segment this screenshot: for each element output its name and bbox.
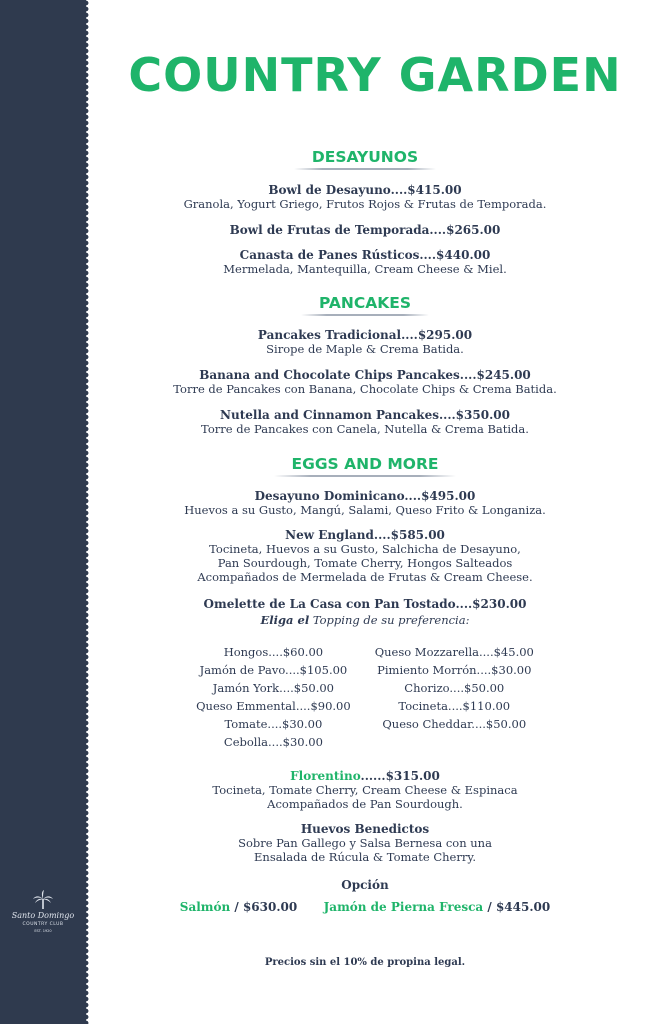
toppings-right-column	[375, 643, 534, 751]
menu-item-desc: Tocineta, Huevos a su Gusto, Salchicha de Desayuno,	[209, 542, 521, 556]
menu-item-title: Banana and Chocolate Chips Pancakes....$245.00	[199, 368, 531, 382]
menu-item-desc: Granola, Yogurt Griego, Frutos Rojos & Frutas de Temporada.	[183, 197, 547, 211]
menu-item-desc: Acompañados de Mermelada de Frutas & Cream Cheese.	[197, 570, 533, 584]
topping-item: Chorizo....$50.00	[404, 681, 505, 695]
menu-item-desc: Tocineta, Tomate Cherry, Cream Cheese & Espinaca	[212, 783, 518, 797]
menu-item-desc: Pan Sourdough, Tomate Cherry, Hongos Salteados	[217, 556, 513, 570]
topping-item: Queso Emmental....$90.00	[196, 699, 351, 713]
menu-item-title: Canasta de Panes Rústicos....$440.00	[239, 248, 491, 262]
opcion-label: Opción	[341, 878, 389, 892]
toppings-left-column	[196, 643, 351, 751]
menu-item-title: New England....$585.00	[285, 528, 445, 542]
topping-item: Queso Cheddar....$50.00	[382, 717, 527, 731]
topping-prompt	[120, 613, 610, 627]
section-heading: PANCAKES	[309, 294, 421, 314]
salmon-price: / $630.00	[230, 900, 298, 914]
menu-item-desc: Huevos a su Gusto, Mangú, Salami, Queso Frito & Longaniza.	[184, 503, 546, 517]
opcion-choices	[120, 900, 610, 914]
logo-club: COUNTRY CLUB	[22, 922, 64, 927]
sidebar-band	[0, 0, 86, 1024]
logo-script: Santo Domingo	[11, 911, 75, 920]
menu-item-desc: Torre de Pancakes con Canela, Nutella & Crema Batida.	[201, 422, 529, 436]
section-desayunos	[120, 147, 610, 276]
florentino-price: ......$315.00	[360, 769, 440, 783]
menu-content	[120, 147, 610, 968]
footer-note: Precios sin el 10% de propina legal.	[264, 957, 466, 968]
menu-item-desc: Sobre Pan Gallego y Salsa Bernesa con una	[238, 836, 492, 850]
palm-tree-icon	[32, 890, 54, 910]
topping-item: Jamón York....$50.00	[212, 681, 334, 695]
menu-item-desc: Acompañados de Pan Sourdough.	[267, 797, 463, 811]
section-heading: EGGS AND MORE	[282, 455, 449, 475]
topping-item: Jamón de Pavo....$105.00	[199, 663, 348, 677]
menu-item-title: Huevos Benedictos	[300, 822, 430, 836]
menu-item-title: Pancakes Tradicional....$295.00	[257, 328, 473, 342]
menu-item-title: Bowl de Desayuno....$415.00	[268, 183, 462, 197]
menu-item-desc: Ensalada de Rúcula & Tomate Cherry.	[254, 850, 476, 864]
menu-item-desc: Mermelada, Mantequilla, Cream Cheese & Miel.	[223, 262, 507, 276]
section-pancakes	[120, 293, 610, 436]
menu-item-title: Nutella and Cinnamon Pancakes....$350.00	[220, 408, 510, 422]
menu-item-title: Desayuno Dominicano....$495.00	[254, 489, 476, 503]
topping-item: Tocineta....$110.00	[398, 699, 511, 713]
logo-est: EST. 1920	[34, 929, 52, 933]
section-eggs	[120, 454, 610, 914]
topping-item: Cebolla....$30.00	[223, 735, 323, 749]
menu-item-desc: Torre de Pancakes con Banana, Chocolate Chips & Crema Batida.	[173, 382, 557, 396]
jamon-price: / $445.00	[483, 900, 551, 914]
topping-prompt-rest: Topping de su preferencia:	[309, 613, 470, 627]
salmon-option: Salmón	[179, 900, 231, 914]
topping-item: Queso Mozzarella....$45.00	[374, 645, 534, 659]
topping-prompt-bold: Eliga el	[260, 613, 310, 627]
menu-item-title: Bowl de Frutas de Temporada....$265.00	[229, 223, 501, 237]
menu-item-desc: Sirope de Maple & Crema Batida.	[266, 342, 464, 356]
florentino-title	[120, 769, 610, 783]
jamon-option: Jamón de Pierna Fresca	[323, 900, 484, 914]
topping-item: Pimiento Morrón....$30.00	[377, 663, 532, 677]
topping-item: Tomate....$30.00	[224, 717, 323, 731]
menu-item-title: Omelette de La Casa con Pan Tostado....$230.00	[203, 597, 527, 611]
topping-item: Hongos....$60.00	[223, 645, 324, 659]
page-title: COUNTRY GARDEN	[128, 48, 622, 102]
club-logo	[6, 890, 80, 933]
toppings-list	[120, 643, 610, 751]
florentino-name: Florentino	[290, 769, 361, 783]
section-heading: DESAYUNOS	[302, 148, 428, 168]
